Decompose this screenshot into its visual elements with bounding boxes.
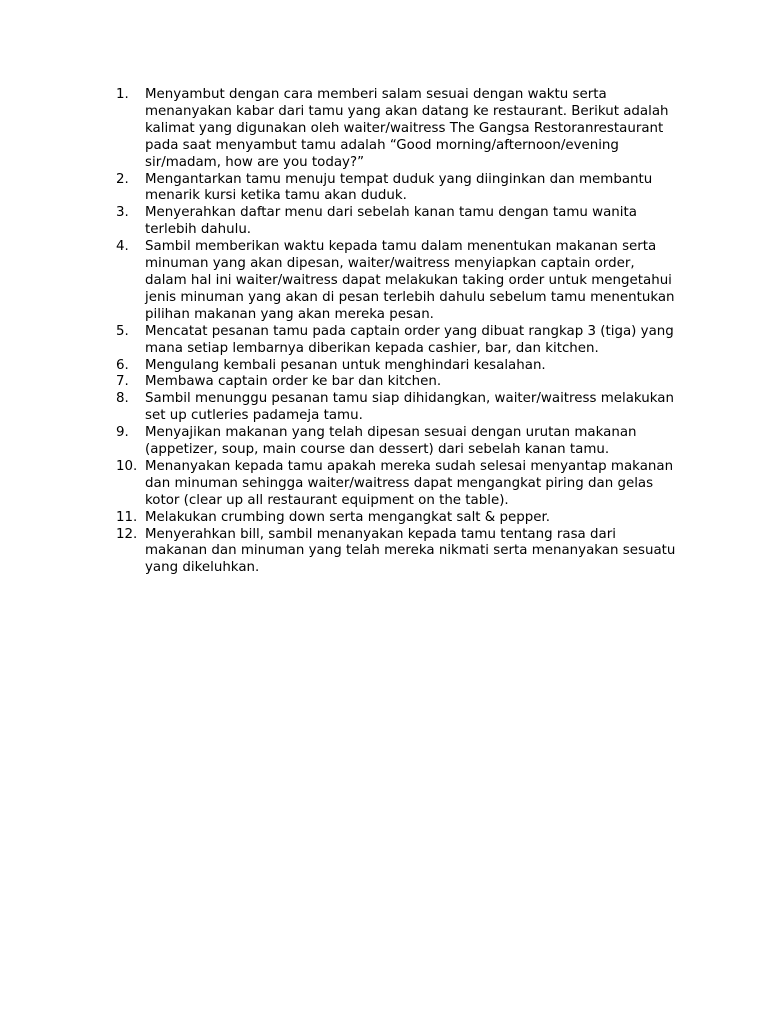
list-number: 8. [116,391,129,407]
list-item [0,205,680,239]
list-number: 11. [116,509,138,525]
list-item [0,87,680,172]
list-text: Mengulang kembali pesanan untuk menghindari kesalahan. [145,357,546,373]
list-item [0,324,680,358]
list-number: 7. [116,374,129,390]
list-text: Sambil menunggu pesanan tamu siap dihidangkan, waiter/waitress melakukan set up cutleries padameja tamu. [145,391,674,424]
list-number: 9. [116,425,129,441]
list-number: 6. [116,357,129,373]
list-number: 5. [116,323,129,339]
list-number: 12. [116,526,138,542]
list-item [0,527,680,578]
list-text: Menyambut dengan cara memberi salam sesuai dengan waktu serta menanyakan kabar dari tamu yang akan datang ke restaurant. Berikut adalah kalimat yang digunakan oleh waiter/waitress The Gangsa Restoranrestaurant pada saat menyambut tamu adalah “Good morning/afternoon/evening sir/madam, how are you today?” [145,87,669,170]
list-item [0,358,680,375]
list-item [0,391,680,425]
list-text: Menanyakan kepada tamu apakah mereka sudah selesai menyantap makanan dan minuman sehingga waiter/waitress dapat mengangkat piring dan gelas kotor (clear up all restaurant equipment on the table). [145,458,674,508]
numbered-list [0,87,680,577]
list-number: 10. [116,458,138,474]
list-text: Membawa captain order ke bar dan kitchen. [145,374,442,390]
list-item [0,239,680,324]
list-number: 2. [116,171,129,187]
list-number: 4. [116,239,129,255]
list-text: Mengantarkan tamu menuju tempat duduk yang diinginkan dan membantu menarik kursi ketika tamu akan duduk. [145,171,653,204]
list-text: Melakukan crumbing down serta mengangkat salt & pepper. [145,509,551,525]
list-text: Sambil memberikan waktu kepada tamu dalam menentukan makanan serta minuman yang akan dipesan, waiter/waitress menyiapkan captain order, dalam hal ini waiter/waitress dapat melakukan taking order untuk mengetahui jenis minuman yang akan di pesan terlebih dahulu sebelum tamu menentukan pilihan makanan yang akan mereka pesan. [145,239,675,322]
list-item [0,510,680,527]
list-item [0,172,680,206]
list-item [0,425,680,459]
list-text: Menyajikan makanan yang telah dipesan sesuai dengan urutan makanan (appetizer, soup, main course dan dessert) dari sebelah kanan tamu. [145,425,637,458]
list-text: Mencatat pesanan tamu pada captain order yang dibuat rangkap 3 (tiga) yang mana setiap lembarnya diberikan kepada cashier, bar, dan kitchen. [145,323,674,356]
list-number: 1. [116,87,129,102]
list-text: Menyerahkan daftar menu dari sebelah kanan tamu dengan tamu wanita terlebih dahulu. [145,205,637,238]
list-number: 3. [116,205,129,221]
list-item [0,374,680,391]
list-item [0,459,680,510]
list-text: Menyerahkan bill, sambil menanyakan kepada tamu tentang rasa dari makanan dan minuman yang telah mereka nikmati serta menanyakan sesuatu yang dikeluhkan. [145,526,676,576]
